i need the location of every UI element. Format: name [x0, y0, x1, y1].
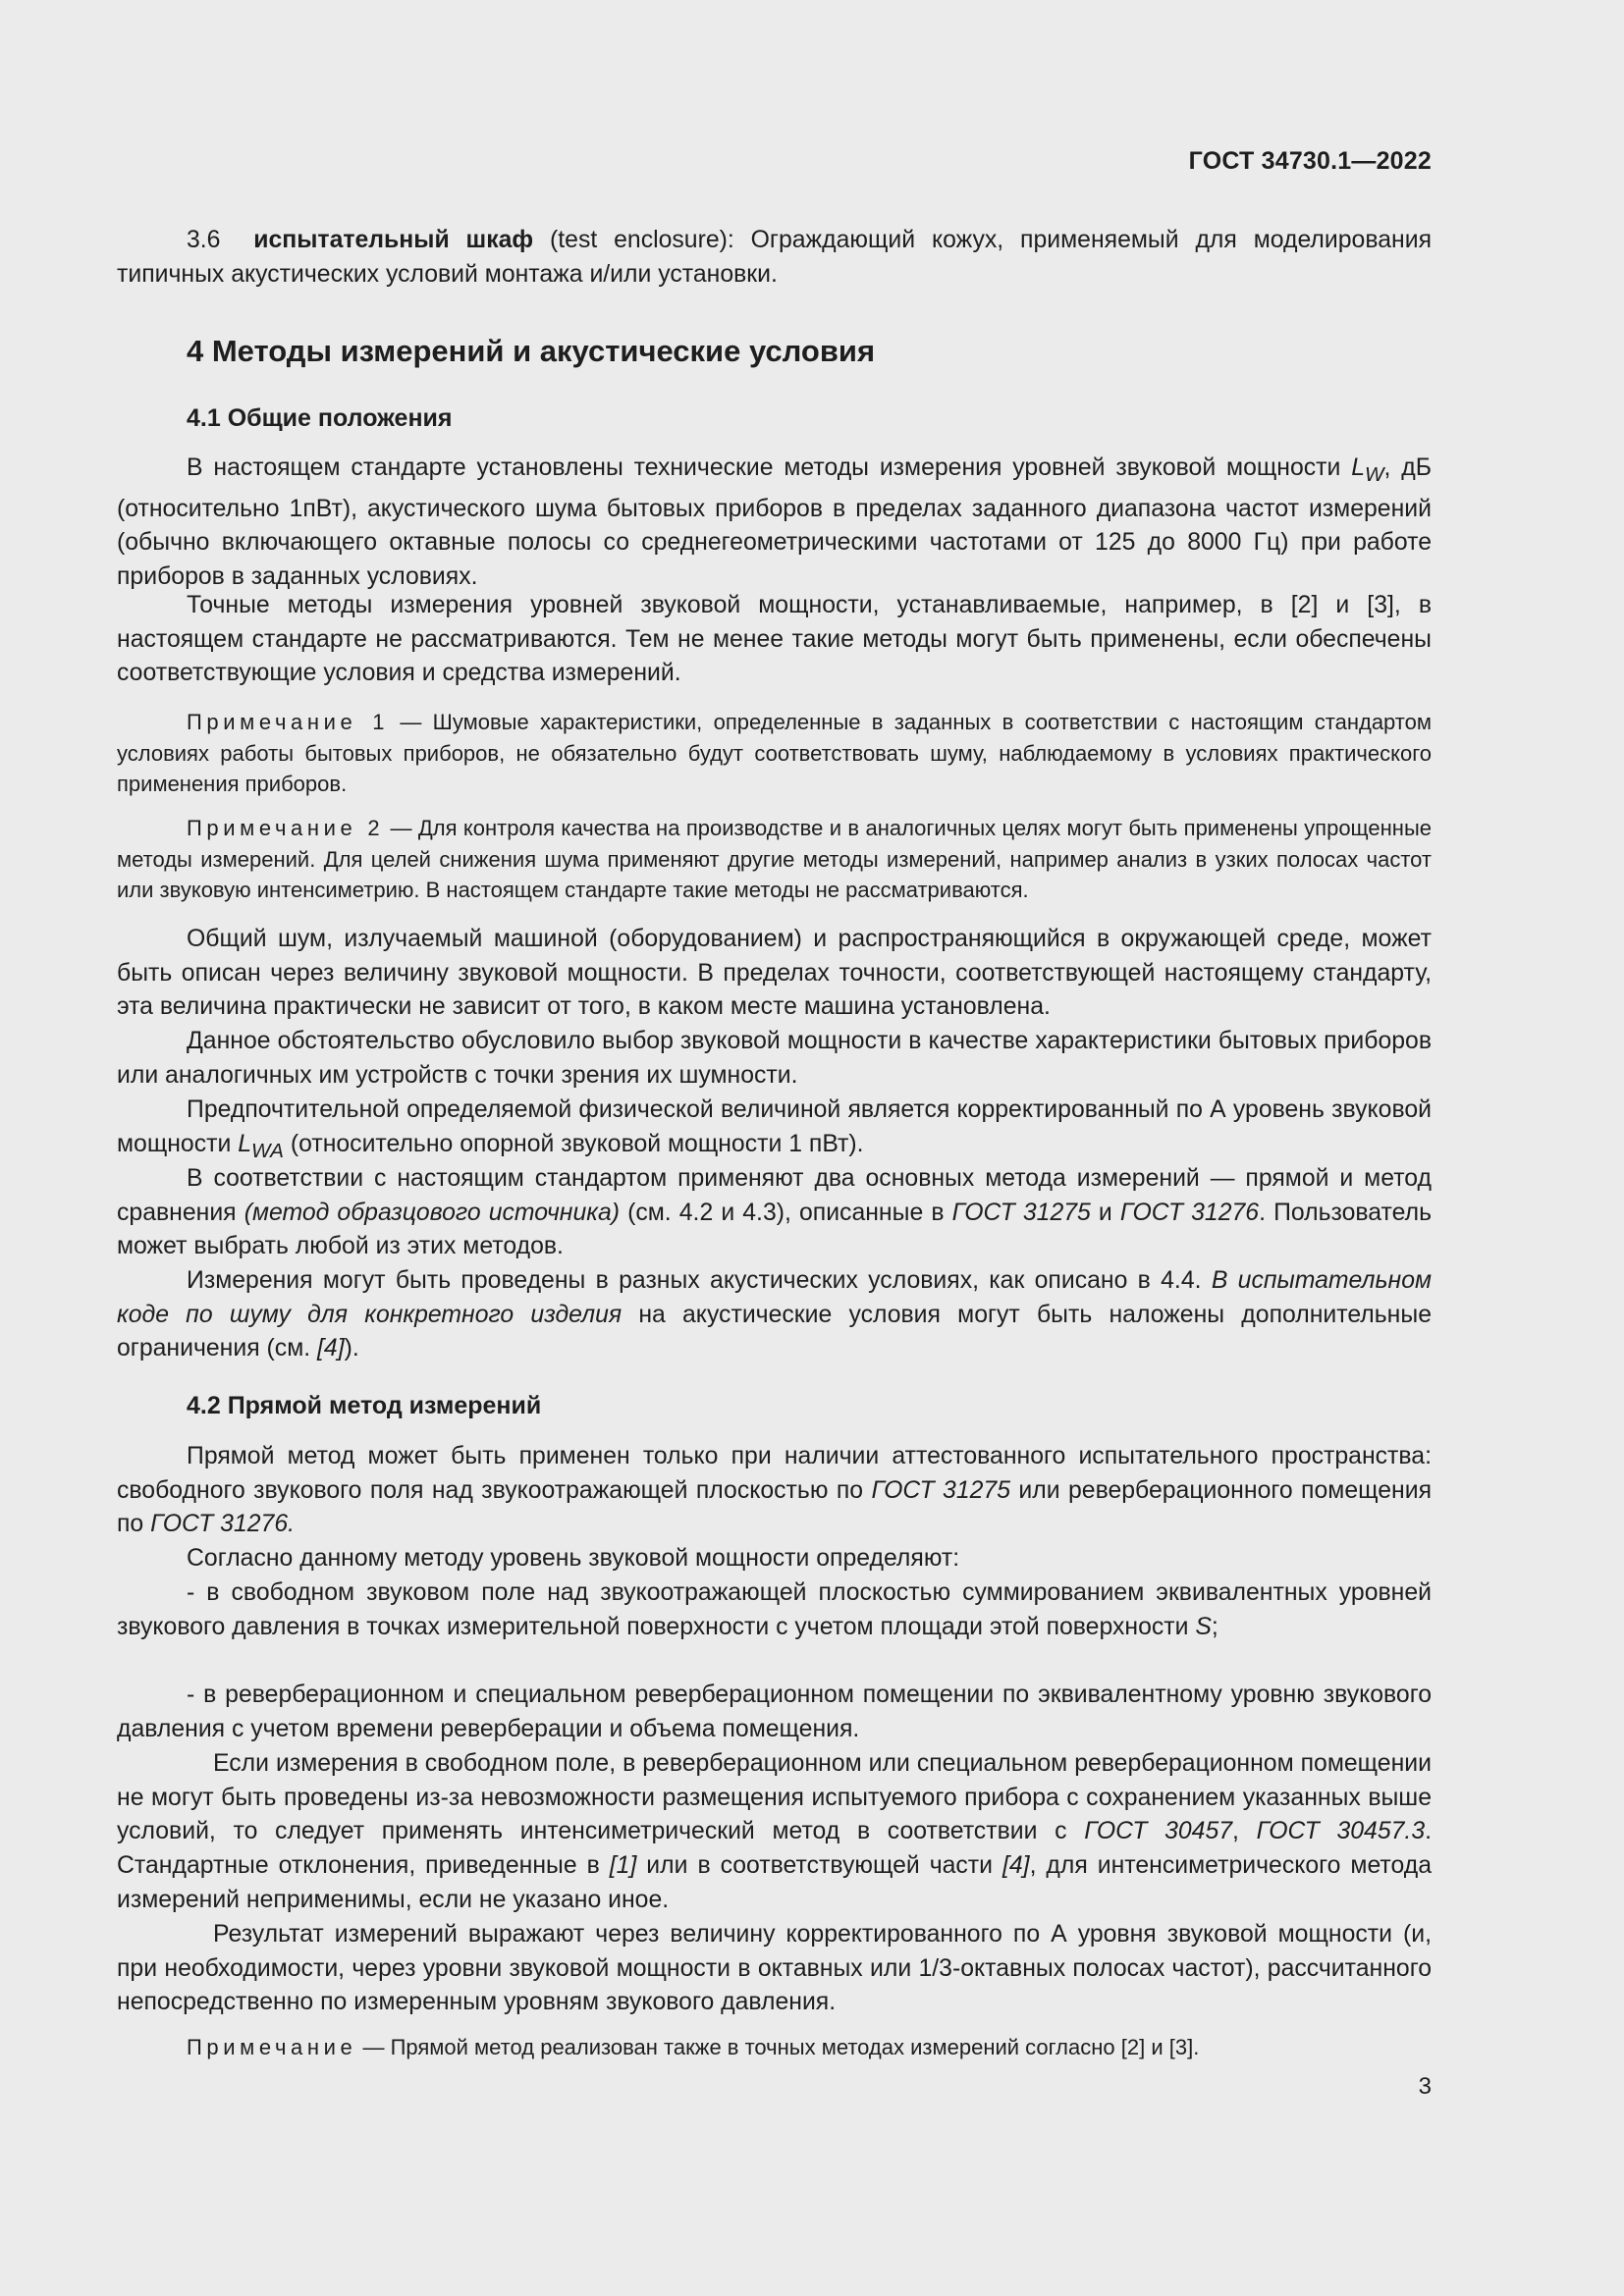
defined-term: испытательный шкаф: [253, 227, 534, 253]
note-label: Примечание 2: [187, 816, 385, 840]
note-2: Примечание 2 — Для контроля качества на производстве и в аналогичных целях могут быть применены упрощенные методы измерений. Для целей снижения шума применяют другие методы измерений, например анализ в узких полосах частот или звуковую интенсиметрию. В настоящем стандарте такие методы не рассматриваются.: [117, 816, 1432, 902]
paragraph-4-1-4: Данное обстоятельство обусловило выбор звуковой мощности в качестве характеристики бытовых приборов или аналогичных им устройств с точки зрения их шумности.: [117, 1028, 1432, 1089]
paragraph-4-1-6: В соответствии с настоящим стандартом применяют два основных метода измерений — прямой и метод сравнения (метод образцового источника) (см. 4.2 и 4.3), описанные в ГОСТ 31275 и ГОСТ 31276. Пользователь может выбрать любой из этих методов.: [117, 1165, 1432, 1260]
section-4-heading: 4 Методы измерений и акустические условия: [187, 334, 876, 368]
paragraph-4-2-2: Согласно данному методу уровень звуковой мощности определяют:: [187, 1545, 960, 1572]
definition-text: (test enclosure): Ограждающий кожух, применяемый для моделирования типичных акустических условий монтажа и/или установки.: [117, 227, 1432, 288]
document-id-header: ГОСТ 34730.1—2022: [1188, 147, 1432, 175]
note-1: Примечание 1 — Шумовые характеристики, определенные в заданных в соответствии с настоящим стандартом условиях работы бытовых приборов, не обязательно будут соответствовать шуму, наблюдаемому в условиях практического применения приборов.: [117, 710, 1432, 796]
subsection-4-1-heading: 4.1 Общие положения: [187, 404, 453, 432]
bullet-reverberation-room: - в реверберационном и специальном реверберационном помещении по эквивалентному уровню звукового давления с учетом времени реверберации и объема помещения.: [117, 1682, 1432, 1742]
note-label: Примечание 1: [187, 710, 390, 734]
clause-number: 3.6: [187, 227, 221, 253]
note-label: Примечание: [187, 2035, 357, 2059]
paragraph-4-1-5: Предпочтительной определяемой физической величиной является корректированный по А уровень звуковой мощности $L_{WA}$ (относительно опорной звуковой мощности 1 пВт).: [117, 1096, 1432, 1162]
paragraph-4-1-3: Общий шум, излучаемый машиной (оборудованием) и распространяющийся в окружающей среде, может быть описан через величину звуковой мощности. В пределах точности, соответствующей настоящему стандарту, эта величина практически не зависит от того, в каком месте машина установлена.: [117, 926, 1432, 1021]
bullet-free-field: - в свободном звуковом поле над звукоотражающей плоскостью суммированием эквивалентных уровней звукового давления в точках измерительной поверхности с учетом площади этой поверхности S;: [117, 1579, 1432, 1640]
paragraph-4-1-1: В настоящем стандарте установлены технические методы измерения уровней звуковой мощности $L_W$, дБ (относительно 1пВт), акустического шума бытовых приборов в пределах заданного диапазона частот измерений (обычно включающего октавные полосы со среднегеометрическими частотами от 125 до 8000 Гц) при работе приборов в заданных условиях.: [117, 454, 1432, 591]
page-number: 3: [1418, 2073, 1432, 2100]
paragraph-4-2-4: Результат измерений выражают через величину корректированного по А уровня звуковой мощности (и, при необходимости, через уровни звуковой мощности в октавных или 1/3-октавных полосах частот), рассчитанного непосредственно по измеренным уровням звукового давления.: [117, 1921, 1432, 2016]
subsection-4-2-heading: 4.2 Прямой метод измерений: [187, 1392, 542, 1419]
paragraph-4-1-2: Точные методы измерения уровней звуковой мощности, устанавливаемые, например, в [2] и [3], в настоящем стандарте не рассматриваются. Тем не менее такие методы могут быть применены, если обеспечены соответствующие условия и средства измерений.: [117, 592, 1432, 687]
paragraph-4-2-1: Прямой метод может быть применен только при наличии аттестованного испытательного пространства: свободного звукового поля над звукоотражающей плоскостью по ГОСТ 31275 или реверберационного помещения по ГОСТ 31276.: [117, 1443, 1432, 1538]
paragraph-4-2-3: Если измерения в свободном поле, в реверберационном или специальном реверберационном помещении не могут быть проведены из-за невозможности размещения испытуемого прибора с сохранением указанных выше условий, то следует применять интенсиметрический метод в соответствии с ГОСТ 30457, ГОСТ 30457.3. Стандартные отклонения, приведенные в [1] или в соответствующей части [4], для интенсиметрического метода измерений неприменимы, если не указано иное.: [117, 1750, 1432, 1913]
clause-3-6: [117, 224, 1432, 292]
paragraph-4-1-7: Измерения могут быть проведены в разных акустических условиях, как описано в 4.4. В испытательном коде по шуму для конкретного изделия на акустические условия могут быть наложены дополнительные ограничения (см. [4]).: [117, 1267, 1432, 1362]
note-direct-method: Примечание — Прямой метод реализован также в точных методах измерений согласно [2] и [3].: [187, 2035, 1200, 2059]
